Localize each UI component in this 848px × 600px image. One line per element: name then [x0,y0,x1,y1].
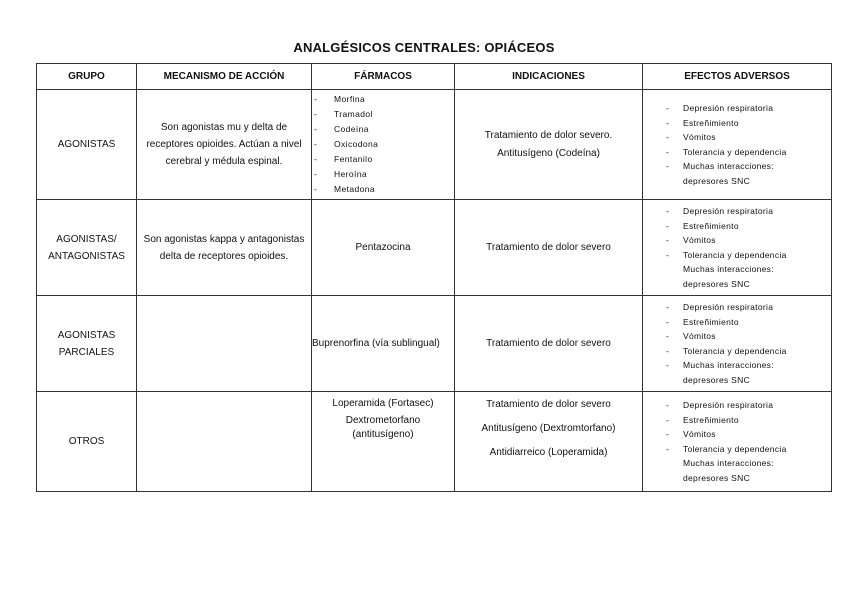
list-item: - Estreñimiento [683,116,831,131]
list-item: depresores SNC [683,278,751,289]
header-grupo: GRUPO [37,64,137,90]
list-item: - Muchas interacciones: [683,358,831,373]
indicacion-text: Antitusígeno (Codeína) [497,147,600,159]
list-item: - Codeína [334,122,454,137]
efectos-list [643,398,831,485]
list-item: Muchas interacciones: [683,458,774,468]
list-item: - Fentanilo [334,152,454,167]
farmaco-text: Pentazocina [355,241,411,253]
list-item: - Metadona [334,182,454,197]
efectos-list [643,204,831,291]
list-item: Muchas interacciones: [683,264,774,274]
table-row [37,90,832,200]
list-item: - Depresión respiratoria [683,398,831,413]
indicaciones-cell [455,90,643,200]
efectos-list [643,101,831,188]
farmacos-cell [312,296,455,392]
list-item: depresores SNC [683,472,751,483]
indicacion-text: Tratamiento de dolor severo. [484,129,613,141]
list-item: - Oxicodona [334,137,454,152]
list-item: - Depresión respiratoria [683,300,831,315]
list-item: - Tolerancia y dependencia [683,442,831,457]
opiaceos-table [36,63,832,492]
header-farmacos: FÁRMACOS [312,64,455,90]
efectos-cell [643,392,832,492]
list-item: - Depresión respiratoria [683,101,831,116]
mecanismo-cell [137,296,312,392]
grupo-cell: OTROS [37,392,137,492]
indicacion-text: Tratamiento de dolor severo [486,399,611,410]
list-item: - Vómitos [683,233,831,248]
list-item: - Muchas interacciones: [683,159,831,174]
grupo-cell: AGONISTAS PARCIALES [37,296,137,392]
indicaciones-cell [455,296,643,392]
mecanismo-cell: Son agonistas mu y delta de receptores opioides. Actúan a nivel cerebral y médula espinal. [137,90,312,200]
table-row [37,392,832,492]
indicaciones-cell [455,392,643,492]
list-item: - Morfina [334,92,454,107]
indicacion-text: Tratamiento de dolor severo [486,241,611,253]
table-row [37,296,832,392]
farmaco-text: Buprenorfina (vía sublingual) [312,337,440,349]
efectos-list [643,300,831,387]
table-row [37,200,832,296]
list-item: - Depresión respiratoria [683,204,831,219]
header-indicaciones: INDICACIONES [455,64,643,90]
efectos-cell [643,296,832,392]
grupo-cell: AGONISTAS/ ANTAGONISTAS [37,200,137,296]
farmacos-cell [312,90,455,200]
mecanismo-cell: Son agonistas kappa y antagonistas delta de receptores opioides. [137,200,312,296]
farmacos-cell [312,392,455,492]
list-item: - Tramadol [334,107,454,122]
page-title: ANALGÉSICOS CENTRALES: OPIÁCEOS [293,40,555,55]
list-item: - Tolerancia y dependencia [683,344,831,359]
farmacos-cell [312,200,455,296]
list-item: - Estreñimiento [683,219,831,234]
list-item: depresores SNC [683,175,751,186]
indicacion-text: Tratamiento de dolor severo [486,337,611,349]
list-item: - Estreñimiento [683,315,831,330]
list-item: depresores SNC [683,374,751,385]
list-item: - Estreñimiento [683,413,831,428]
list-item: - Heroína [334,167,454,182]
farmaco-text: Dextrometorfano (antitusígeno) [345,415,421,440]
indicacion-text: Antidiarreico (Loperamida) [489,447,608,458]
header-row [37,64,832,90]
farmaco-text: Loperamida (Fortasec) [332,398,434,409]
mecanismo-cell [137,392,312,492]
list-item: - Tolerancia y dependencia [683,248,831,263]
list-item: - Vómitos [683,427,831,442]
efectos-cell [643,90,832,200]
list-item: - Tolerancia y dependencia [683,145,831,160]
grupo-cell: AGONISTAS [37,90,137,200]
efectos-cell [643,200,832,296]
list-item: - Vómitos [683,130,831,145]
farmacos-list [312,92,454,197]
header-mecanismo: MECANISMO DE ACCIÓN [137,64,312,90]
indicacion-text: Antitusígeno (Dextromtorfano) [481,423,616,434]
header-efectos: EFECTOS ADVERSOS [643,64,832,90]
list-item: - Vómitos [683,329,831,344]
indicaciones-cell [455,200,643,296]
